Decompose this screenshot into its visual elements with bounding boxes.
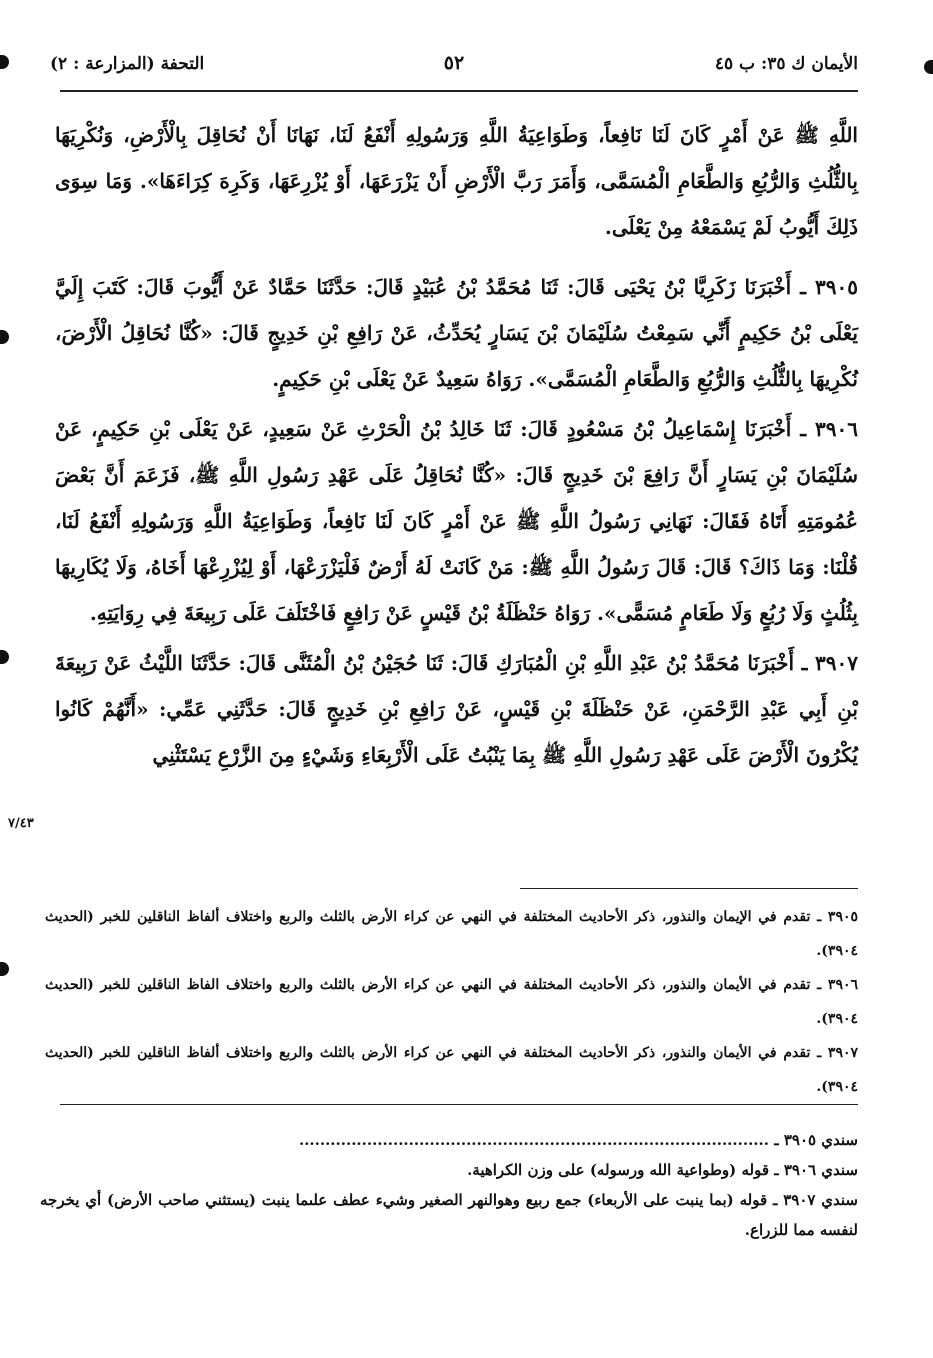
page-number: ٥٢ (443, 52, 465, 74)
binding-mark (0, 962, 9, 976)
header-tuhfa-ref: التحفة (المزارعة : ٢) (50, 54, 205, 74)
sindi-3905 (40, 1125, 858, 1155)
binding-mark (924, 60, 933, 74)
sindi-commentary (40, 1125, 858, 1245)
volume-page-marker: ٧/٤٣ (8, 816, 34, 831)
header-chapter-ref: الأيمان ك ٣٥: ب ٤٥ (714, 54, 858, 74)
sindi-3907: سندي ٣٩٠٧ ـ قوله (بما ينبت على الأربعاء) جمع ربيع وهوالنهر الصغير وشيء عطف علىما ينبت (يستثني صاحب الأرض) أي يخرجه لنفسه مما للزراع. (40, 1191, 858, 1239)
binding-mark (0, 55, 9, 69)
sindi-3905-dots: .......................................................................................... (298, 1131, 769, 1149)
binding-mark (0, 330, 9, 344)
binding-mark (0, 650, 9, 664)
note-3907: ٣٩٠٧ ـ تقدم في الأيمان والنذور، ذكر الأحاديث المختلفة في النهي عن كراء الأرض بالثلث والربع واختلاف ألفاظ الناقلين للخبر (الحديث ٣٩٠٤). (45, 1045, 858, 1095)
note-3905: ٣٩٠٥ ـ تقدم في الإيمان والنذور، ذكر الأحاديث المختلفة في النهي عن كراء الأرض بالثلث والربع واختلاف ألفاظ الناقلين للخبر (الحديث ٣٩٠٤). (45, 909, 858, 959)
sindi-3905-label: سندي ٣٩٠٥ ـ (774, 1131, 858, 1149)
main-text (55, 112, 858, 778)
footnote-rule (520, 888, 858, 889)
header-rule (60, 90, 858, 92)
sindi-rule (60, 1104, 858, 1105)
sindi-3906: سندي ٣٩٠٦ ـ قوله (وطواعية الله ورسوله) على وزن الكراهية. (467, 1161, 858, 1179)
hadith-3905: ٣٩٠٥ ـ أَخْبَرَنَا زَكَرِيَّا بْنُ يَحْيَى قَالَ: ثَنَا مُحَمَّدُ بْنُ عُبَيْدٍ قَالَ: حَدَّثَنَا حَمَّادٌ عَنْ أَيُّوبَ قَالَ: كَتَبَ إِلَيَّ يَعْلَى بْنُ حَكِيمٍ أَنِّي سَمِعْتُ سُلَيْمَانَ بْنَ يَسَارٍ يُحَدِّثُ، عَنْ رَافِعِ بْنِ خَدِيجٍ قَالَ: «كُنَّا نُحَاقِلُ الْأَرْضَ، نُكْرِيهَا بِالثُّلُثِ وَالرُّبُعِ وَالطَّعَامِ الْمُسَمَّى». رَوَاهُ سَعِيدٌ عَنْ يَعْلَى بْنِ حَكِيمٍ. (55, 275, 858, 391)
page-header (50, 48, 858, 88)
continuation-paragraph: اللَّهِ ﷺ عَنْ أَمْرٍ كَانَ لَنَا نَافِعاً، وَطَوَاعِيَةُ اللَّهِ وَرَسُولِهِ أَنْفَعُ لَنَا، نَهَانَا أَنْ نُحَاقِلَ بِالْأَرْضِ، وَنُكْرِيَهَا بِالثُّلُثِ وَالرُّبُعِ وَالطَّعَامِ الْمُسَمَّى، وَأَمَرَ رَبَّ الْأَرْضِ أَنْ يَزْرَعَهَا، أَوْ يُزْرِعَهَا، وَكَرِهَ كِرَاءَهَا». وَمَا سِوَى ذَلِكَ أَيُّوبُ لَمْ يَسْمَعْهُ مِنْ يَعْلَى. (55, 123, 858, 239)
note-3906: ٣٩٠٦ ـ تقدم في الأيمان والنذور، ذكر الأحاديث المختلفة في النهي عن كراء الأرض بالثلث والربع واختلاف الفاظ الناقلين للخبر (الحديث ٣٩٠٤). (45, 977, 858, 1027)
hadith-3906: ٣٩٠٦ ـ أَخْبَرَنَا إِسْمَاعِيلُ بْنُ مَسْعُودٍ قَالَ: ثَنَا خَالِدُ بْنُ الْحَرْثِ عَنْ سَعِيدٍ، عَنْ يَعْلَى بْنِ حَكِيمٍ، عَنْ سُلَيْمَانَ بْنِ يَسَارٍ أَنَّ رَافِعَ بْنَ خَدِيجٍ قَالَ: «كُنَّا نُحَاقِلُ عَلَى عَهْدِ رَسُولِ اللَّهِ ﷺ، فَزَعَمَ أَنَّ بَعْضَ عُمُومَتِهِ أَتَاهُ فَقَالَ: نَهَانِي رَسُولُ اللَّهِ ﷺ عَنْ أَمْرٍ كَانَ لَنَا نَافِعاً، وَطَوَاعِيَةُ اللَّهِ وَرَسُولِهِ أَنْفَعُ لَنَا، قُلْنَا: وَمَا ذَاكَ؟ قَالَ: قَالَ رَسُولُ اللَّهِ ﷺ: مَنْ كَانَتْ لَهُ أَرْضٌ فَلْيَزْرَعْهَا، أَوْ لِيُزْرِعْهَا أَخَاهُ، وَلَا يُكَارِيهَا بِثُلُثٍ وَلَا رُبُعٍ وَلَا طَعَامٍ مُسَمًّى». رَوَاهُ حَنْظَلَةُ بْنُ قَيْسٍ عَنْ رَافِعٍ فَاخْتَلَفَ عَلَى رَبِيعَةَ فِي رِوَايَتِهِ. (55, 417, 858, 625)
takhrij-notes (45, 900, 858, 1104)
hadith-3907: ٣٩٠٧ ـ أَخْبَرَنَا مُحَمَّدُ بْنُ عَبْدِ اللَّهِ بْنِ الْمُبَارَكِ قَالَ: ثَنَا حُجَيْنُ بْنُ الْمُثَنَّى قَالَ: حَدَّثَنَا اللَّيْثُ عَنْ رَبِيعَةَ بْنِ أَبِي عَبْدِ الرَّحْمَنِ، عَنْ حَنْظَلَةَ بْنِ قَيْسٍ، عَنْ رَافِعِ بْنِ خَدِيجٍ قَالَ: حَدَّثَنِي عَمِّي: «أَنَّهُمْ كَانُوا يُكْرُونَ الْأَرْضَ عَلَى عَهْدِ رَسُولِ اللَّهِ ﷺ بِمَا يَنْبُتُ عَلَى الْأَرْبِعَاءِ وَشَيْءٍ مِنَ الزَّرْعِ يَسْتَثْنِي (55, 651, 858, 767)
